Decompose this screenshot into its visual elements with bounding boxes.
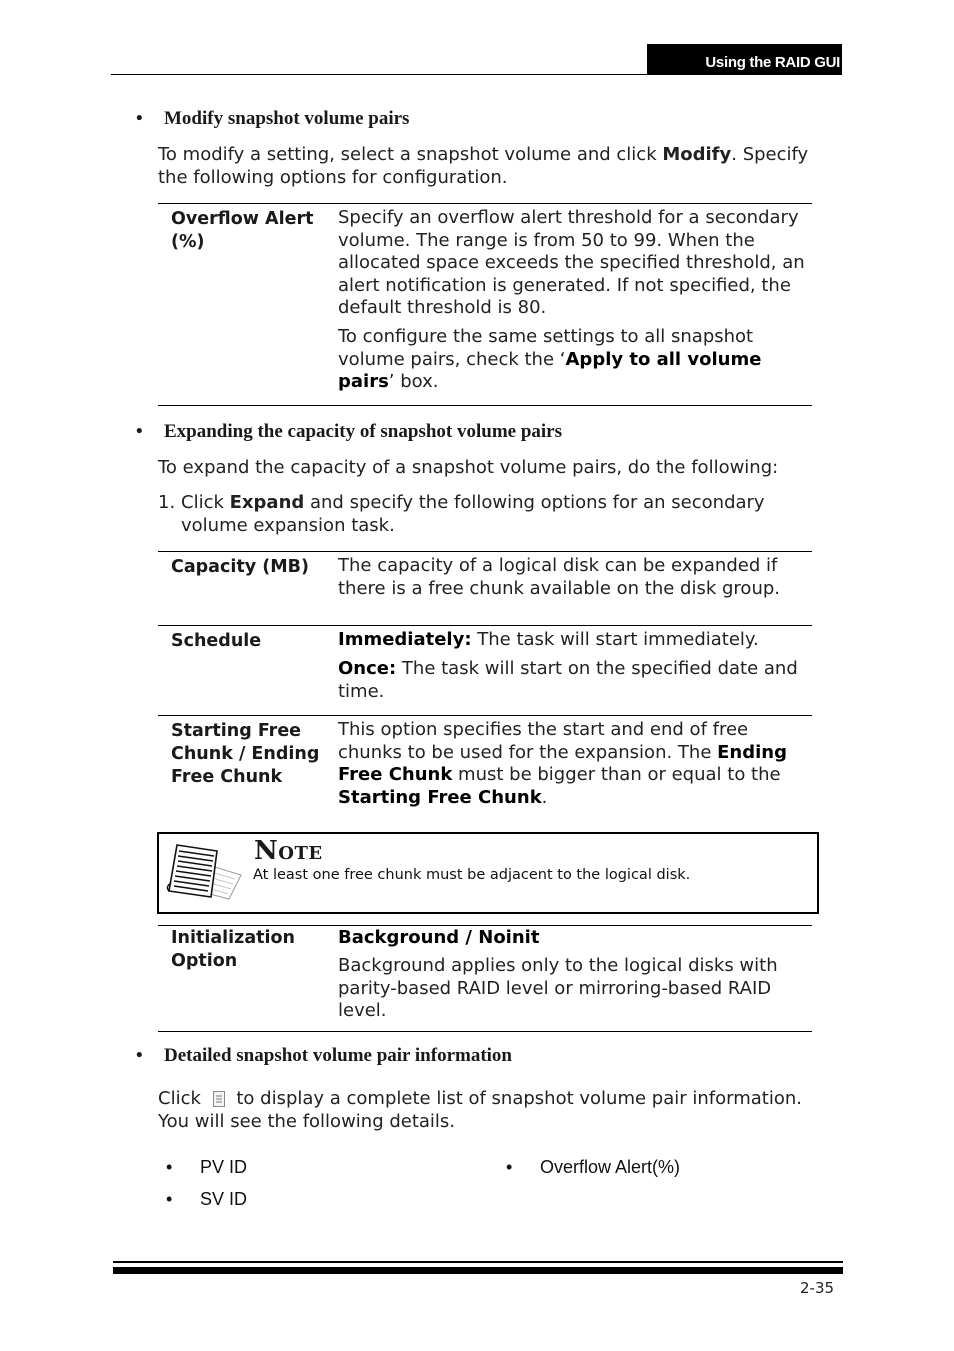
overflow-alert-description: Specify an overflow alert threshold for a secondary volume. The range is from 50 to 99. When the allocated space exceeds the specified threshold, an alert notification is generated. If not specified, the default threshold is 80. [338,207,805,318]
apply-all-description: To configure the same settings to all snapshot volume pairs, check the ‘Apply to all volume pairs’ box. [338,326,762,392]
list-item: • Overflow Alert(%) [506,1157,681,1177]
init-options: Background / Noinit [338,927,540,948]
section-tab: Using the RAID GUI [647,44,842,75]
table-rule [158,625,812,626]
table-rule [158,925,812,926]
expand-intro: To expand the capacity of a snapshot volume pairs, do the following: [158,457,779,478]
details-intro: Click to display a complete list of snapshot volume pair information. You will see the following details. [158,1088,802,1132]
details-heading: • Detailed snapshot volume pair information [136,1045,513,1066]
table-rule [158,405,812,406]
expand-step-1: 1. Click Expand and specify the following options for an secondary volume expansion task. [158,492,765,536]
table-rule [158,551,812,552]
list-item: • PV ID [166,1157,248,1177]
capacity-label: Capacity (MB) [171,557,309,577]
table-rule [158,203,812,204]
note-title: Note [254,836,323,866]
footer-rule [113,1261,843,1263]
init-description: Background applies only to the logical disks with parity-based RAID level or mirroring-based RAID level. [338,955,778,1021]
schedule-once: Once: The task will start on the specified date and time. [338,658,798,702]
chunk-description: This option specifies the start and end of free chunks to be used for the expansion. The Ending Free Chunk must be bigger than or equal to the Starting Free Chunk. [338,719,787,808]
footer-rule-thick [113,1267,843,1274]
note-text: At least one free chunk must be adjacent to the logical disk. [253,867,691,883]
init-label: Initialization Option [171,928,295,971]
chunk-label: Starting Free Chunk / Ending Free Chunk [171,721,320,787]
page-number: 2-35 [800,1279,835,1297]
schedule-immediately: Immediately: The task will start immediately. [338,629,759,650]
note-paper-icon [165,841,245,907]
modify-heading: • Modify snapshot volume pairs [136,108,410,129]
schedule-label: Schedule [171,631,262,651]
overflow-alert-label: Overflow Alert (%) [171,209,314,252]
expand-heading: • Expanding the capacity of snapshot volume pairs [136,421,563,442]
bullet: • [136,1045,143,1066]
bullet: • [136,108,143,129]
document-icon[interactable] [207,1090,231,1108]
table-rule [158,715,812,716]
header-rule [111,74,647,75]
capacity-description: The capacity of a logical disk can be expanded if there is a free chunk available on the disk group. [338,555,780,599]
table-rule [158,1031,812,1032]
bullet: • [136,421,143,442]
list-item: • SV ID [166,1189,248,1209]
modify-intro: To modify a setting, select a snapshot volume and click Modify. Specify the following options for configuration. [158,144,809,188]
